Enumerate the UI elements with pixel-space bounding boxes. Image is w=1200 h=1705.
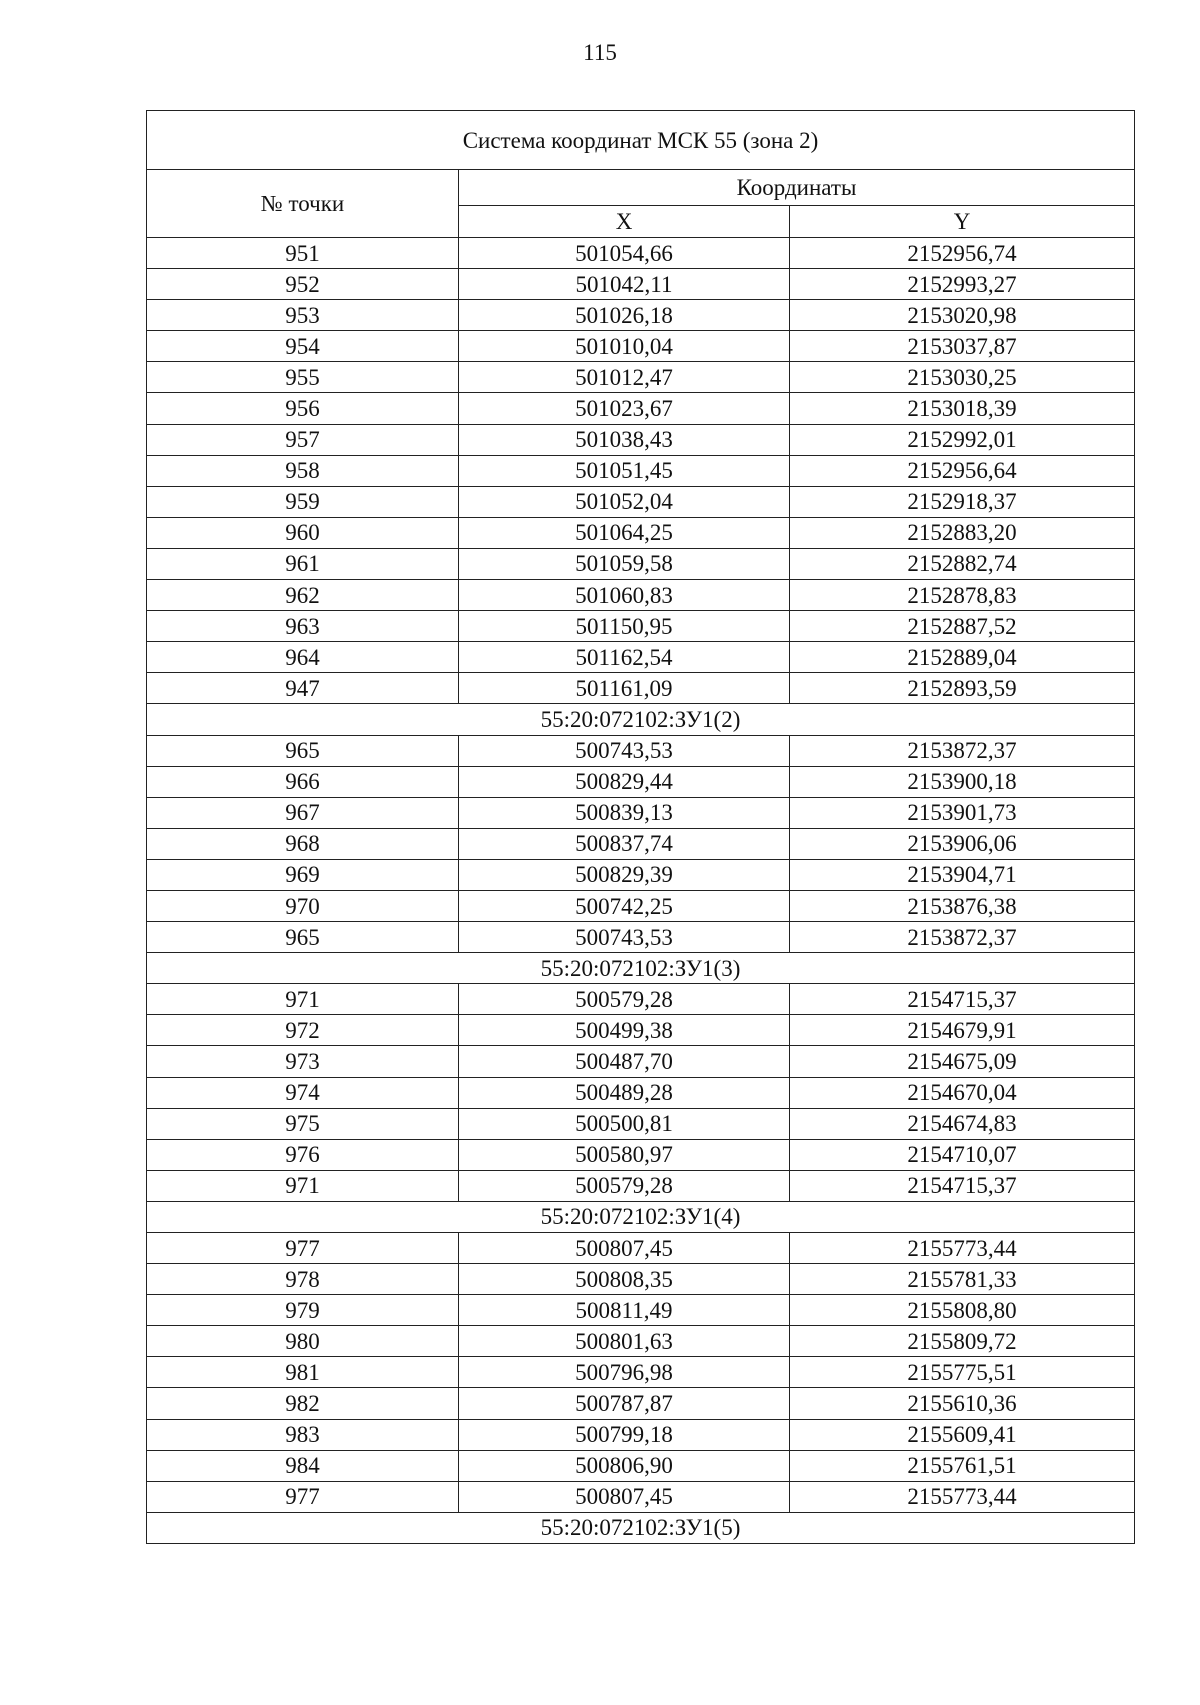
y-coordinate-cell: 2153904,71 [790,859,1135,890]
point-number-cell: 968 [147,828,459,859]
point-number-cell: 980 [147,1326,459,1357]
point-number-cell: 957 [147,424,459,455]
x-coordinate-cell: 500500,81 [459,1108,790,1139]
section-label: 55:20:072102:ЗУ1(4) [147,1201,1135,1232]
table-row [147,984,1135,1015]
x-coordinate-cell: 500796,98 [459,1357,790,1388]
y-coordinate-cell: 2152887,52 [790,611,1135,642]
section-row [147,704,1135,735]
table-row [147,1046,1135,1077]
point-number-cell: 973 [147,1046,459,1077]
x-coordinate-cell: 501064,25 [459,517,790,548]
y-coordinate-cell: 2153020,98 [790,300,1135,331]
table-row [147,1481,1135,1512]
table-row [147,766,1135,797]
point-number-cell: 965 [147,922,459,953]
x-coordinate-cell: 500799,18 [459,1419,790,1450]
x-coordinate-cell: 501012,47 [459,362,790,393]
x-coordinate-cell: 501162,54 [459,642,790,673]
y-coordinate-cell: 2154670,04 [790,1077,1135,1108]
table-row [147,238,1135,269]
point-number-cell: 964 [147,642,459,673]
point-number-cell: 967 [147,797,459,828]
table-body [147,238,1135,1544]
x-coordinate-cell: 500811,49 [459,1295,790,1326]
table-row [147,828,1135,859]
x-coordinate-cell: 501051,45 [459,455,790,486]
y-coordinate-cell: 2152993,27 [790,269,1135,300]
table-row [147,548,1135,579]
section-label: 55:20:072102:ЗУ1(3) [147,953,1135,984]
point-number-cell: 977 [147,1233,459,1264]
x-coordinate-cell: 501060,83 [459,580,790,611]
point-number-cell: 970 [147,890,459,921]
y-coordinate-cell: 2155609,41 [790,1419,1135,1450]
table-row [147,1233,1135,1264]
x-coordinate-cell: 501038,43 [459,424,790,455]
y-coordinate-cell: 2155773,44 [790,1481,1135,1512]
point-number-cell: 974 [147,1077,459,1108]
x-coordinate-cell: 501054,66 [459,238,790,269]
x-coordinate-cell: 500837,74 [459,828,790,859]
x-coordinate-cell: 500579,28 [459,984,790,1015]
y-coordinate-cell: 2155781,33 [790,1264,1135,1295]
table-row [147,611,1135,642]
point-number-cell: 955 [147,362,459,393]
x-coordinate-cell: 500489,28 [459,1077,790,1108]
y-coordinate-cell: 2153876,38 [790,890,1135,921]
table-row [147,1295,1135,1326]
table-row [147,859,1135,890]
point-number-cell: 963 [147,611,459,642]
y-coordinate-cell: 2155773,44 [790,1233,1135,1264]
x-coordinate-cell: 501161,09 [459,673,790,704]
point-number-cell: 981 [147,1357,459,1388]
x-coordinate-cell: 500807,45 [459,1233,790,1264]
point-number-cell: 966 [147,766,459,797]
point-number-cell: 965 [147,735,459,766]
coordinates-table [146,110,1135,1544]
x-coordinate-cell: 500742,25 [459,890,790,921]
y-coordinate-cell: 2152956,64 [790,455,1135,486]
y-coordinate-cell: 2152889,04 [790,642,1135,673]
y-coordinate-cell: 2154675,09 [790,1046,1135,1077]
x-coordinate-cell: 501023,67 [459,393,790,424]
point-number-cell: 971 [147,984,459,1015]
x-header: X [459,206,790,238]
table-row [147,1108,1135,1139]
x-coordinate-cell: 500839,13 [459,797,790,828]
x-coordinate-cell: 500806,90 [459,1450,790,1481]
point-number-cell: 956 [147,393,459,424]
x-coordinate-cell: 501059,58 [459,548,790,579]
y-header: Y [790,206,1135,238]
y-coordinate-cell: 2153030,25 [790,362,1135,393]
x-coordinate-cell: 500787,87 [459,1388,790,1419]
x-coordinate-cell: 500487,70 [459,1046,790,1077]
y-coordinate-cell: 2153900,18 [790,766,1135,797]
point-number-cell: 975 [147,1108,459,1139]
x-coordinate-cell: 500499,38 [459,1015,790,1046]
point-number-cell: 969 [147,859,459,890]
x-coordinate-cell: 500807,45 [459,1481,790,1512]
table-row [147,890,1135,921]
y-coordinate-cell: 2153018,39 [790,393,1135,424]
x-coordinate-cell: 501026,18 [459,300,790,331]
x-coordinate-cell: 500801,63 [459,1326,790,1357]
y-coordinate-cell: 2154715,37 [790,984,1135,1015]
table-row [147,1326,1135,1357]
table-row [147,486,1135,517]
point-number-cell: 982 [147,1388,459,1419]
table-row [147,1139,1135,1170]
table-row [147,1077,1135,1108]
y-coordinate-cell: 2153901,73 [790,797,1135,828]
section-row [147,1201,1135,1232]
x-coordinate-cell: 500580,97 [459,1139,790,1170]
y-coordinate-cell: 2152893,59 [790,673,1135,704]
table-row [147,735,1135,766]
x-coordinate-cell: 501150,95 [459,611,790,642]
x-coordinate-cell: 500743,53 [459,922,790,953]
y-coordinate-cell: 2153906,06 [790,828,1135,859]
table-row [147,1388,1135,1419]
page-number: 115 [583,40,617,65]
y-coordinate-cell: 2155808,80 [790,1295,1135,1326]
y-coordinate-cell: 2152882,74 [790,548,1135,579]
coordinates-header: Координаты [459,170,1135,206]
table-row [147,269,1135,300]
y-coordinate-cell: 2152992,01 [790,424,1135,455]
point-number-cell: 958 [147,455,459,486]
section-row [147,953,1135,984]
y-coordinate-cell: 2153872,37 [790,922,1135,953]
y-coordinate-cell: 2154715,37 [790,1170,1135,1201]
point-number-cell: 972 [147,1015,459,1046]
point-number-cell: 953 [147,300,459,331]
table-row [147,673,1135,704]
table-row [147,642,1135,673]
y-coordinate-cell: 2152883,20 [790,517,1135,548]
point-number-cell: 960 [147,517,459,548]
x-coordinate-cell: 501042,11 [459,269,790,300]
section-label: 55:20:072102:ЗУ1(2) [147,704,1135,735]
table-title: Система координат МСК 55 (зона 2) [147,111,1135,170]
y-coordinate-cell: 2152918,37 [790,486,1135,517]
table-row [147,424,1135,455]
x-coordinate-cell: 500829,39 [459,859,790,890]
y-coordinate-cell: 2155761,51 [790,1450,1135,1481]
point-number-cell: 951 [147,238,459,269]
point-number-cell: 971 [147,1170,459,1201]
table-row [147,1419,1135,1450]
point-number-cell: 961 [147,548,459,579]
point-number-header: № точки [147,170,459,238]
table-row [147,1357,1135,1388]
table-row [147,393,1135,424]
y-coordinate-cell: 2153037,87 [790,331,1135,362]
table-row [147,1170,1135,1201]
table-row [147,300,1135,331]
table-row [147,922,1135,953]
table-header-row [147,170,1135,206]
table-row [147,517,1135,548]
table-row [147,1015,1135,1046]
y-coordinate-cell: 2155809,72 [790,1326,1135,1357]
point-number-cell: 962 [147,580,459,611]
point-number-cell: 979 [147,1295,459,1326]
point-number-cell: 954 [147,331,459,362]
table-row [147,455,1135,486]
x-coordinate-cell: 500829,44 [459,766,790,797]
table-row [147,331,1135,362]
y-coordinate-cell: 2152878,83 [790,580,1135,611]
point-number-cell: 983 [147,1419,459,1450]
point-number-cell: 984 [147,1450,459,1481]
x-coordinate-cell: 500743,53 [459,735,790,766]
y-coordinate-cell: 2154674,83 [790,1108,1135,1139]
y-coordinate-cell: 2155775,51 [790,1357,1135,1388]
x-coordinate-cell: 500808,35 [459,1264,790,1295]
table-row [147,797,1135,828]
y-coordinate-cell: 2153872,37 [790,735,1135,766]
x-coordinate-cell: 500579,28 [459,1170,790,1201]
section-row [147,1512,1135,1543]
y-coordinate-cell: 2154679,91 [790,1015,1135,1046]
section-label: 55:20:072102:ЗУ1(5) [147,1512,1135,1543]
point-number-cell: 977 [147,1481,459,1512]
point-number-cell: 952 [147,269,459,300]
point-number-cell: 978 [147,1264,459,1295]
table-row [147,580,1135,611]
table-title-row [147,111,1135,170]
table-row [147,1450,1135,1481]
point-number-cell: 959 [147,486,459,517]
x-coordinate-cell: 501010,04 [459,331,790,362]
y-coordinate-cell: 2154710,07 [790,1139,1135,1170]
table-row [147,1264,1135,1295]
y-coordinate-cell: 2155610,36 [790,1388,1135,1419]
x-coordinate-cell: 501052,04 [459,486,790,517]
table-row [147,362,1135,393]
point-number-cell: 976 [147,1139,459,1170]
y-coordinate-cell: 2152956,74 [790,238,1135,269]
point-number-cell: 947 [147,673,459,704]
